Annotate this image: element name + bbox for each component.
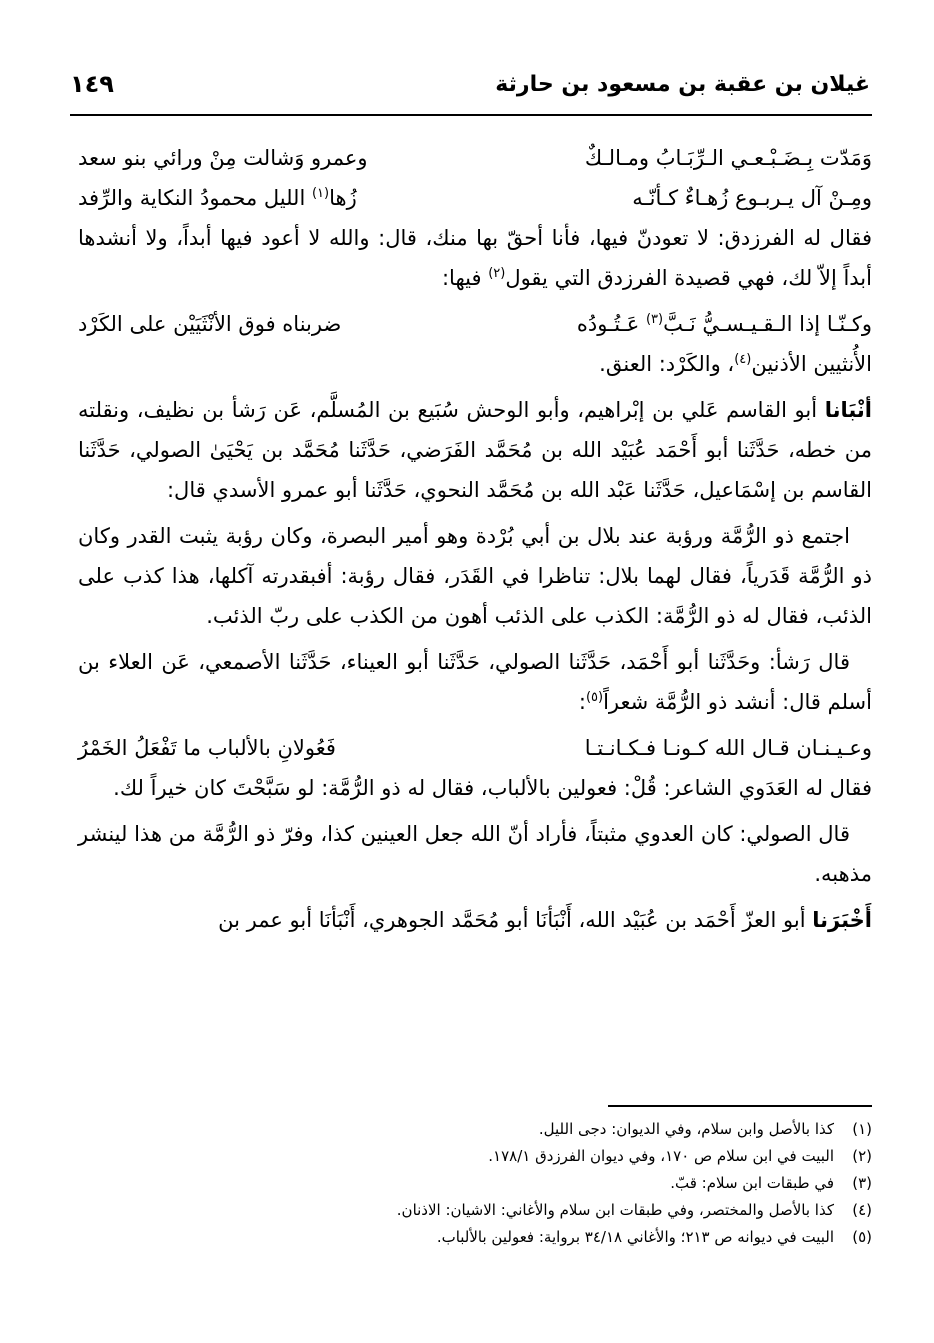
footnote-marker: (١) bbox=[311, 186, 330, 201]
paragraph: اجتمع ذو الرُّمَّة ورؤبة عند بلال بن أبي بُرْدة وهو أمير البصرة، وكان رؤبة يثبت القدر وكان ذو الرُّمَّة قَدَرياً، فقال لهما بلال: تناظرا في القَدَر، فقال رؤبة: أفبقدرته آكلها، هذا كذب على الذئب، فقال له ذو الرُّمَّة: الكذب على الذئب أهون من الكذب على ربّ الذئب. bbox=[78, 524, 872, 628]
footnote-number: (٣) bbox=[852, 1174, 872, 1192]
verse-second-hemistich: زُها$^{(١)}$ الليل محمودُ النكاية والرِّفد bbox=[78, 186, 357, 210]
verse-first-hemistich: وكـنّـا إذا الـقـيـسـيُّ نَـبَّ$^{(٣)}$ عَـتُـودُه bbox=[576, 312, 872, 336]
verse-line-1 bbox=[78, 138, 872, 178]
paragraph: قال الصولي: كان العدوي مثبتاً، فأراد أنّ الله جعل العينين كذا، وفرّ ذو الرُّمَّة من هذا لينشر مذهبه. bbox=[78, 822, 872, 886]
paragraph: أنْبَانا أبو القاسم عَلي بن إبْراهيم، وأبو الوحش سُبَيع بن المُسلَّم، عَن رَشأ بن نظيف، ونقلته من خطه، حَدَّثَنا أبو أَحْمَد عُبَيْد الله بن مُحَمَّد الفَرَضي، حَدَّثَنا مُحَمَّد بن يَحْيَىٰ الصولي، حَدَّثَنا القاسم بن إسْمَاعيل، حَدَّثَنا عَبْد الله بن مُحَمَّد النحوي، حَدَّثَنا أبو عمرو الأسدي قال: bbox=[78, 398, 872, 502]
footnotes bbox=[180, 1116, 872, 1251]
footnote: (٢)البيت في ابن سلام ص ١٧٠، وفي ديوان الفرزدق ١٧٨/١. bbox=[180, 1143, 872, 1170]
footnote: (٥)البيت في ديوانه ص ٢١٣؛ والأغاني ٣٤/١٨ برواية: فعولين بالألباب. bbox=[180, 1224, 872, 1251]
footnote-divider bbox=[608, 1105, 872, 1107]
verse-line-3 bbox=[78, 304, 872, 344]
isnad-lead-word: أَخْبَرَنا bbox=[812, 908, 872, 932]
verse-first-hemistich: ومِـنْ آل يـربـوع زُهـاءٌ كـأنّـه bbox=[632, 186, 872, 210]
main-text bbox=[78, 138, 872, 946]
paragraph: الأُنثيين الأذنين$^{(٤)}$، والكَرْد: العنق. bbox=[599, 352, 872, 376]
verse-line-4 bbox=[78, 728, 872, 768]
verse-second-hemistich: وعمرو وَشالت مِنْ ورائي بنو سعد bbox=[78, 146, 368, 170]
running-header bbox=[70, 66, 870, 110]
paragraph: قال رَشأ: وحَدَّثَنا أبو أَحْمَد، حَدَّثَنا الصولي، حَدَّثَنا أبو العيناء، حَدَّثَنا الأصمعي، عَن العلاء بن أسلم قال: أنشد ذو الرُّمَّة شعراً$^{(٥)}$: bbox=[78, 650, 872, 714]
page-number: ١٤٩ bbox=[70, 70, 114, 98]
footnote-marker: (٢) bbox=[488, 266, 506, 281]
footnote-marker: (٤) bbox=[734, 352, 752, 367]
footnote: (١)كذا بالأصل وابن سلام، وفي الديوان: دجى الليل. bbox=[180, 1116, 872, 1143]
paragraph: فقال له العَدَوي الشاعر: قُلْ: فعولين بالألباب، فقال له ذو الرُّمَّة: لو سَبَّحْتَ كان خيراً لك. bbox=[113, 776, 872, 800]
running-title: غيلان بن عقبة بن مسعود بن حارثة bbox=[495, 72, 870, 97]
verse-first-hemistich: وعـيـنـان قـال الله كـونـا فـكـانـتـا bbox=[584, 736, 872, 760]
isnad-lead-word: أنْبَانا bbox=[824, 398, 872, 422]
verse-second-hemistich: ضربناه فوق الأنْثَيَيْن على الكَرْد bbox=[78, 312, 342, 336]
verse-first-hemistich: وَمَدّت بِـضَـبْـعـي الـرِّبَـابُ ومـالـكٌ bbox=[584, 146, 872, 170]
verse-line-2 bbox=[78, 178, 872, 218]
footnote-marker: (٣) bbox=[645, 312, 664, 327]
footnote: (٣)في طبقات ابن سلام: قبّ. bbox=[180, 1170, 872, 1197]
footnote: (٤)كذا بالأصل والمختصر، وفي طبقات ابن سلام والأغاني: الاشيان: الاذنان. bbox=[180, 1197, 872, 1224]
footnote-marker: (٥) bbox=[585, 690, 604, 705]
footnote-number: (١) bbox=[852, 1120, 872, 1138]
paragraph: أَخْبَرَنا أبو العزّ أَحْمَد بن عُبَيْد الله، أَنْبَأنَا أبو مُحَمَّد الجوهري، أَنْبَأنَا أبو عمر بن bbox=[218, 908, 872, 932]
footnote-number: (٤) bbox=[852, 1201, 872, 1219]
footnote-number: (٥) bbox=[852, 1228, 872, 1246]
header-divider bbox=[70, 114, 872, 116]
footnote-number: (٢) bbox=[852, 1147, 872, 1165]
paragraph: فقال له الفرزدق: لا تعودنّ فيها، فأنا أحقّ بها منك، قال: والله لا أعود فيها أبداً، ولا أنشدها أبداً إلاّ لك، فهي قصيدة الفرزدق التي يقول$^{(٢)}$ فيها: bbox=[78, 226, 872, 290]
verse-second-hemistich: فَعُولانِ بالألباب ما تَفْعَلُ الخَمْرُ bbox=[78, 736, 336, 760]
